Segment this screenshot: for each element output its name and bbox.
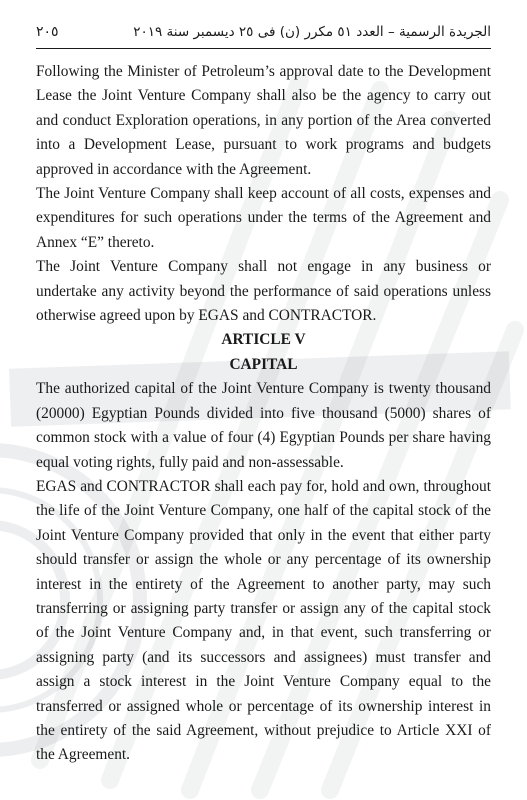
article-title: CAPITAL <box>229 355 298 373</box>
paragraph-development-lease: Following the Minister of Petroleum’s approval date to the Development Lease the Joint Venture Company shall also be the agency to carry out and conduct Exploration operations, in any portion of the Area converted into a Development Lease, pursuant to work programs and budgets approved in accordance with the Agreement. <box>36 63 491 178</box>
paragraph-accounts: The Joint Venture Company shall keep account of all costs, expenses and expenditures for such operations under the terms of the Agreement and Annex “E” thereto. <box>36 185 491 251</box>
paragraph-business-limits: The Joint Venture Company shall not engage in any business or undertake any activity beyond the performance of said operations unless otherwise agreed upon by EGAS and CONTRACTOR. <box>36 258 491 325</box>
paragraph-authorized-capital: The authorized capital of the Joint Venture Company is twenty thousand (20000) Egyptian Pounds divided into five thousand (5000) shares of common stock with a value of four (4) Egyptian Pounds per share having equal voting rights, fully paid and non-assessable. <box>36 380 491 471</box>
header-rule <box>36 48 491 49</box>
document-body <box>36 60 491 768</box>
gazette-title: الجريدة الرسمية – العدد ٥١ مكرر (ن) فى ٢٥ ديسمبر سنة ٢٠١٩ <box>133 24 491 40</box>
page-number: ٢٠٥ <box>36 24 59 40</box>
article-number: ARTICLE V <box>221 331 306 349</box>
paragraph-capital-ownership: EGAS and CONTRACTOR shall each pay for, hold and own, throughout the life of the Joint Venture Company, one half of the capital stock of the Joint Venture Company provided that only in the event that either party should transfer or assign the whole or any percentage of its ownership interest in the entirety of the Agreement to another party, may such transferring or assigning party transfer or assign any of the capital stock of the Joint Venture Company and, in that event, such transferring or assigning party (and its successors and assignees) must transfer and assign a stock interest in the Joint Venture Company equal to the transferred or assigned whole or percentage of its ownership interest in the entirety of the said Agreement, without prejudice to Article XXI of the Agreement. <box>36 477 491 764</box>
